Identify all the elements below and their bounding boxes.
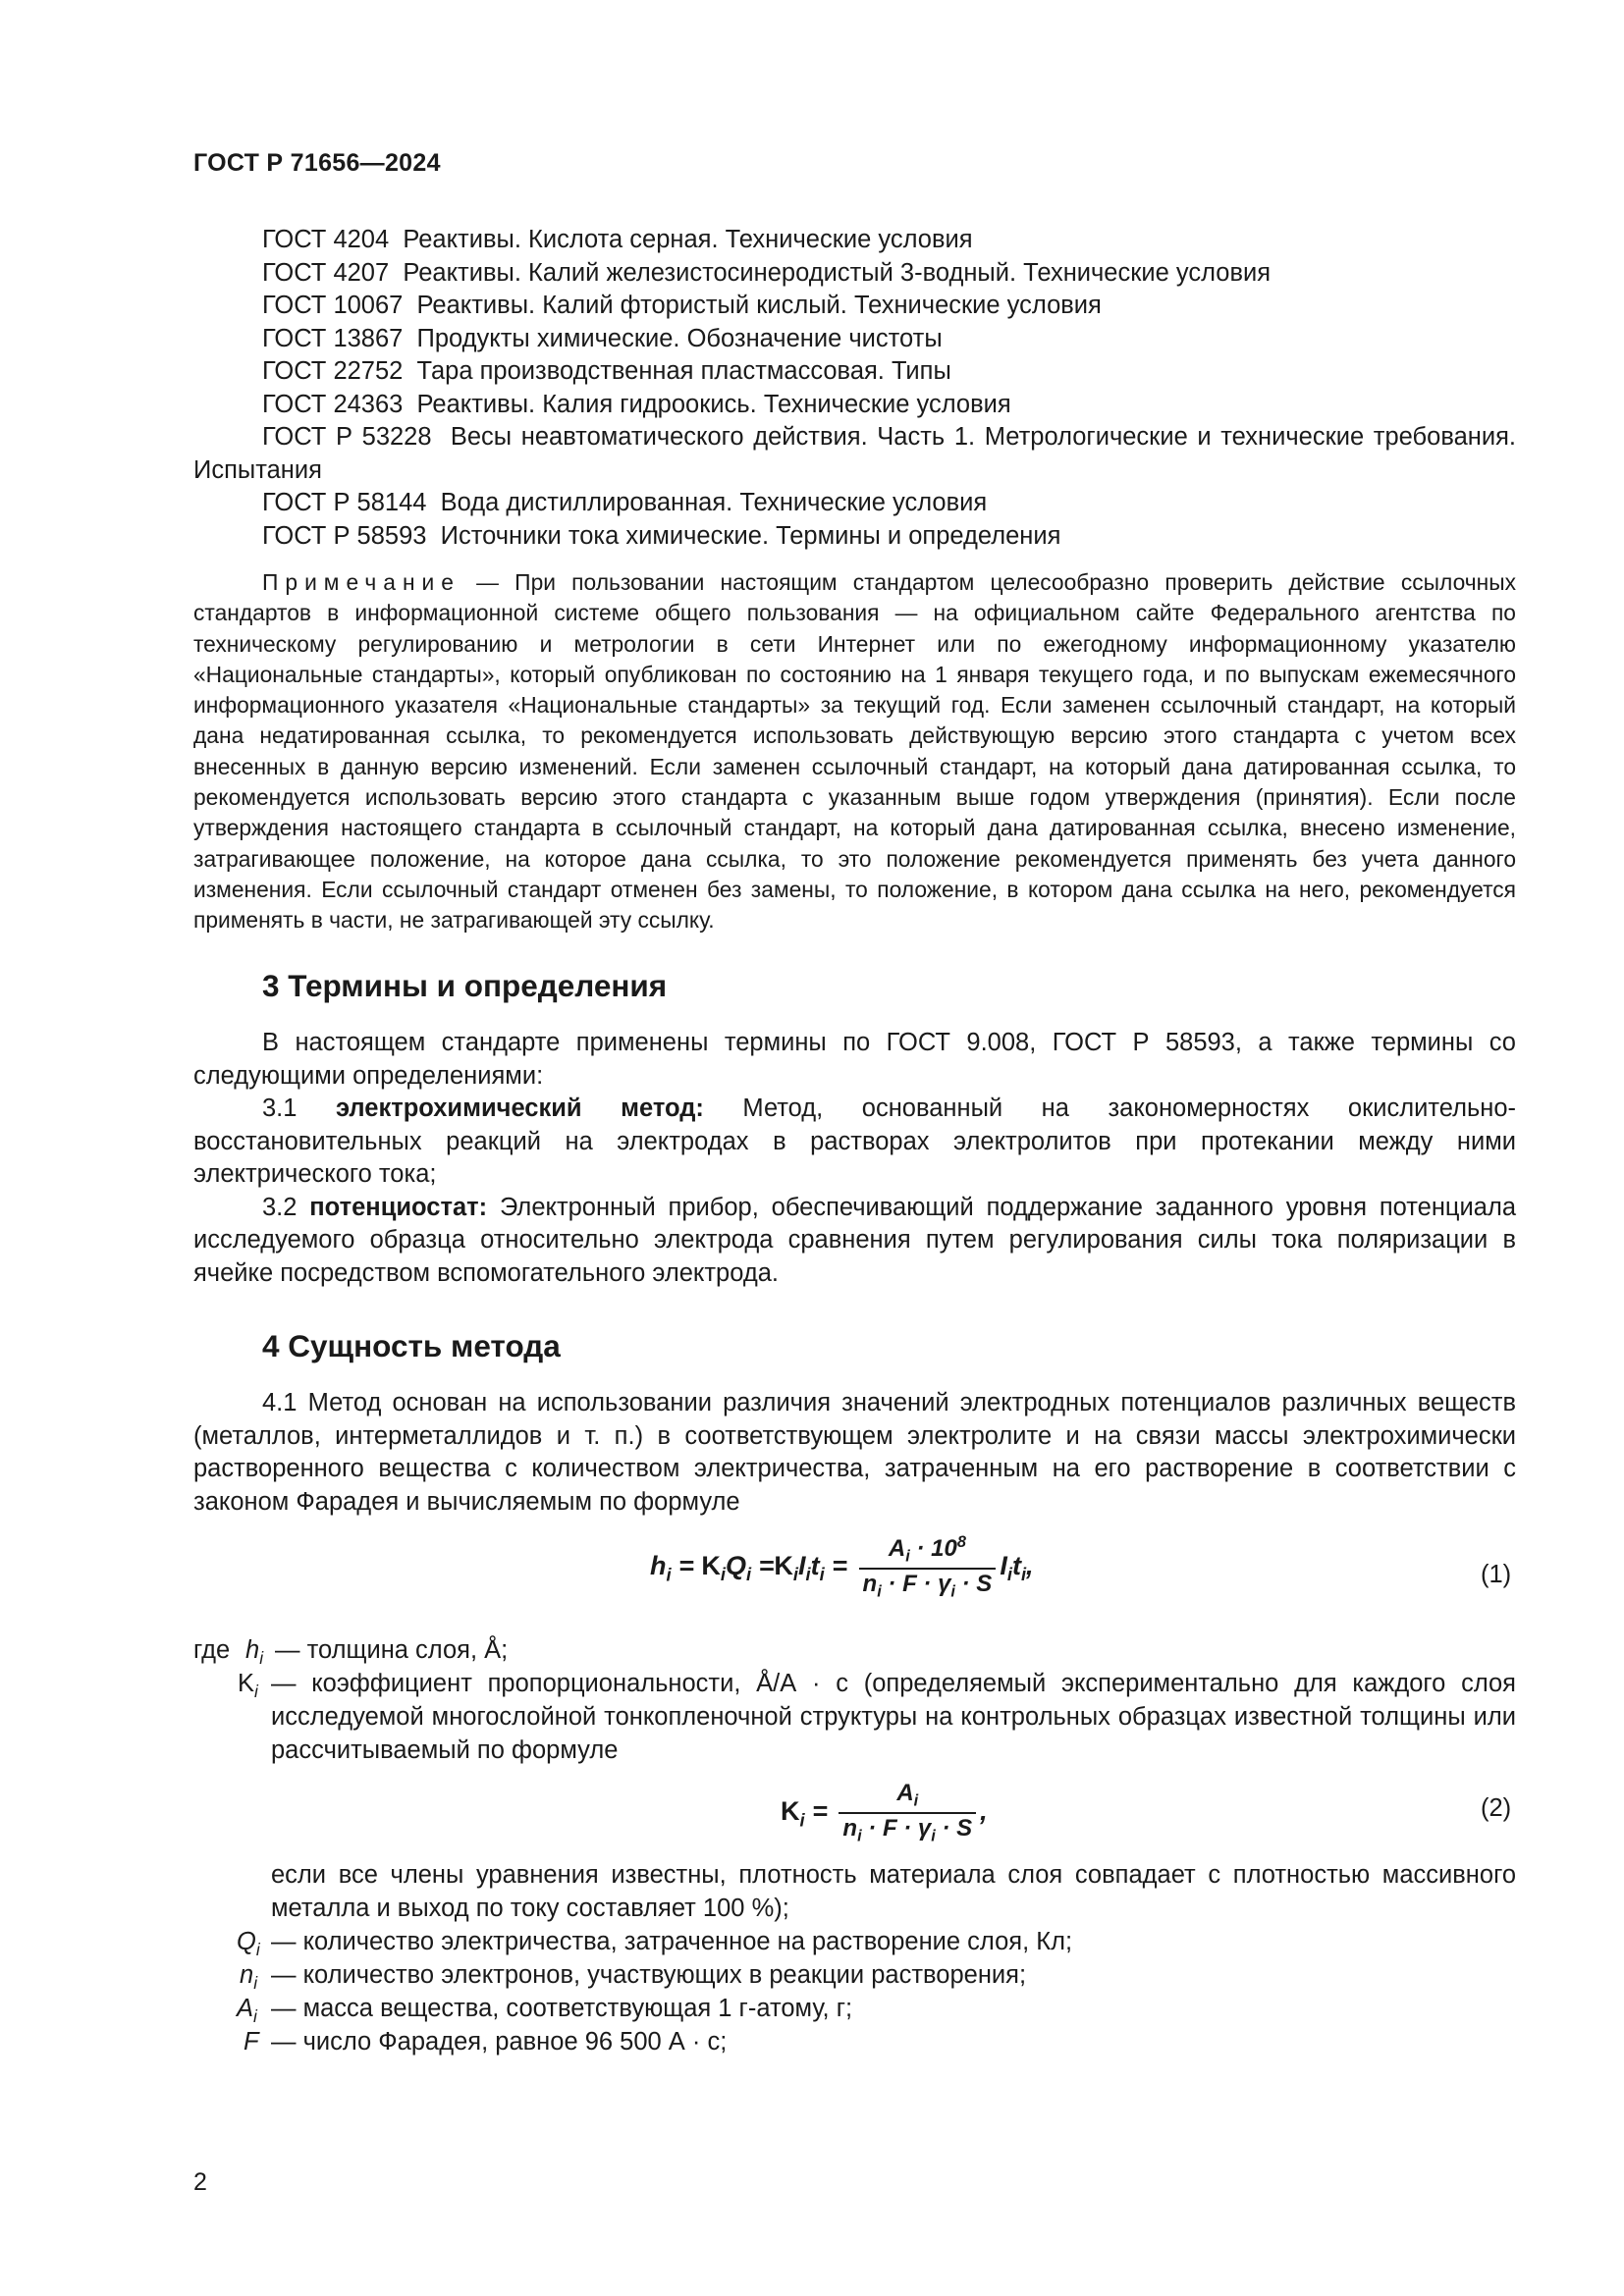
definition-h: — толщина слоя, Å; xyxy=(275,1636,509,1664)
symbol-q: $Q_i$ xyxy=(237,1928,260,1960)
reference-item: ГОСТ Р 58144 Вода дистиллированная. Технические условия xyxy=(262,489,988,516)
note-block xyxy=(193,567,1516,936)
reference-item: ГОСТ 24363 Реактивы. Калия гидроокись. Технические условия xyxy=(262,390,1011,418)
where-label: где xyxy=(193,1636,231,1664)
symbol-a: $A_i$ xyxy=(237,1995,257,2027)
reference-item: ГОСТ 10067 Реактивы. Калий фтористый кислый. Технические условия xyxy=(262,292,1102,319)
definition-n: — количество электронов, участвующих в реакции растворения; xyxy=(271,1961,1027,1989)
reference-item: ГОСТ Р 58593 Источники тока химические. Термины и определения xyxy=(262,521,1061,550)
definition-q: — количество электричества, затраченное на растворение слоя, Кл; xyxy=(271,1928,1073,1955)
section-4-heading: 4 Сущность метода xyxy=(262,1328,561,1363)
standard-designation: ГОСТ Р 71656—2024 xyxy=(193,149,441,177)
page-number: 2 xyxy=(193,2168,207,2196)
definition-f: — число Фарадея, равное 96 500 А · с; xyxy=(271,2028,728,2056)
formula-2-condition: если все члены уравнения известны, плотность материала слоя совпадает с плотностью массивного металла и выход по току составляет 100 %); xyxy=(271,1861,1516,1922)
symbol-n: $n_i$ xyxy=(240,1961,258,1994)
reference-item: ГОСТ 22752 Тара производственная пластмассовая. Типы xyxy=(262,357,951,385)
symbol-k: $K_i$ xyxy=(238,1670,258,1702)
normative-references-list xyxy=(193,224,1516,553)
section-3-intro: В настоящем стандарте применены термины по ГОСТ 9.008, ГОСТ Р 58593, а также термины со следующими определениями: xyxy=(193,1029,1516,1090)
equation-number-1: (1) xyxy=(1481,1561,1512,1588)
term-3-2: 3.2 потенциостат: Электронный прибор, обеспечивающий поддержание заданного уровня потенциала исследуемого образца относительно электрода сравнения путем регулирования силы тока поляризации в ячейке посредством вспомогательного электрода. xyxy=(193,1193,1516,1287)
reference-item: ГОСТ 4207 Реактивы. Калий железистосинеродистый 3-водный. Технические условия xyxy=(262,258,1272,287)
term-3-1: 3.1 электрохимический метод: Метод, основанный на закономерностях окислительно-восстановительных реакций на электродах в растворах электролитов при протекании между ними электрического тока; xyxy=(193,1095,1516,1188)
note-label: Примечание xyxy=(262,569,460,595)
definition-k: — коэффициент пропорциональности, Å/А · с (определяемый экспериментально для каждого слоя исследуемой многослойной тонкопленочной структуры на контрольных образцах известной толщины или рассчитываемый по формуле xyxy=(271,1670,1516,1764)
section-4-para: 4.1 Метод основан на использовании различия значений электродных потенциалов различных веществ (металлов, интерметаллидов и т. п.) в соответствующем электролите и на связи массы электрохимически растворенного вещества с количеством электричества, затраченным на его растворение в соответствии с законом Фарадея и вычисляемым по формуле xyxy=(193,1389,1516,1516)
section-3-heading: 3 Термины и определения xyxy=(262,968,668,1003)
symbol-h: $h_i$ xyxy=(245,1636,264,1669)
reference-item: ГОСТ 13867 Продукты химические. Обозначение чистоты xyxy=(262,324,943,352)
definition-a: — масса вещества, соответствующая 1 г-атому, г; xyxy=(271,1995,853,2022)
symbol-f: F xyxy=(244,2028,259,2056)
reference-item: ГОСТ Р 53228 Весы неавтоматического действия. Часть 1. Метрологические и технические требования. Испытания xyxy=(193,423,1517,484)
note-text: — При пользовании настоящим стандартом целесообразно проверить действие ссылочных стандартов в информационной системе общего пользования — на официальном сайте Федерального агентства по техническому регулированию и метрологии в сети Интернет или по ежегодному информационному указателю «Национальные стандарты», который опубликован по состоянию на 1 января текущего года, и по выпускам ежемесячного информационного указателя «Национальные стандарты» за текущий год. Если заменен ссылочный стандарт, на который дана недатированная ссылка, то рекомендуется использовать действующую версию этого стандарта с учетом всех внесенных в данную версию изменений. Если заменен ссылочный стандарт, на который дана датированная ссылка, то рекомендуется использовать версию этого стандарта с указанным выше годом утверждения (принятия). Если после утверждения настоящего стандарта в ссылочный стандарт, на который дана датированная ссылка, внесено изменение, затрагивающее положение, на которое дана ссылка, то это положение рекомендуется применять без учета данного изменения. Если ссылочный стандарт отменен без замены, то положение, в котором дана ссылка на него, рекомендуется применять в части, не затрагивающей эту ссылку. xyxy=(193,569,1516,934)
formula-2: $K_i$ = $\frac{A_i}{n_i \cdot F \cdot \gamma_i \cdot S}$ , xyxy=(781,1780,988,1845)
equation-number-2: (2) xyxy=(1481,1794,1512,1822)
reference-item: ГОСТ 4204 Реактивы. Кислота серная. Технические условия xyxy=(262,226,973,253)
section-3-body xyxy=(193,1027,1516,1290)
formula-1: $h_i = K_iQ_i =K_iI_it_i$ = $\frac{A_i \cdot 10^8}{n_i \cdot F \cdot \gamma_i \cdot S}$ $I_it_i$, xyxy=(650,1533,1034,1601)
